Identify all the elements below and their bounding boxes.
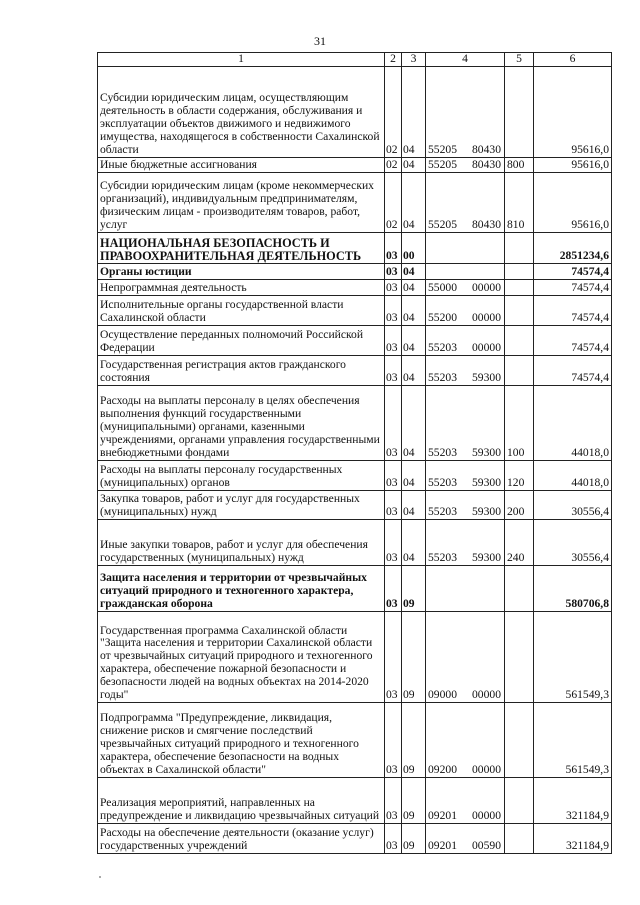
- row-target-article: 09201 00590: [426, 824, 505, 854]
- row-subsection: 04: [402, 280, 426, 296]
- row-name: Государственная регистрация актов гражданского состояния: [98, 356, 385, 386]
- row-subsection: 04: [402, 520, 426, 566]
- row-section: 03: [385, 280, 402, 296]
- row-expense-type: [505, 612, 534, 703]
- row-name: Иные бюджетные ассигнования: [98, 158, 385, 173]
- row-target-article: 55203 59300: [426, 520, 505, 566]
- table-row: [98, 612, 612, 703]
- row-expense-type: [505, 778, 534, 824]
- row-section: 03: [385, 520, 402, 566]
- row-expense-type: 120: [505, 461, 534, 491]
- table-row: [98, 296, 612, 326]
- table-row-section: [98, 233, 612, 264]
- row-name: Субсидии юридическим лицам (кроме некоммерческих организаций), индивидуальным предпринимателям, физическим лицам - производителям товаров, работ, услуг: [98, 173, 385, 233]
- row-section: 03: [385, 491, 402, 520]
- row-subsection: 09: [402, 824, 426, 854]
- row-subsection: 04: [402, 356, 426, 386]
- row-expense-type: [505, 326, 534, 356]
- row-section: 03: [385, 386, 402, 461]
- row-amount: 561549,3: [534, 612, 612, 703]
- row-target-article: 55205 80430: [426, 67, 505, 158]
- table-row: [98, 491, 612, 520]
- row-expense-type: 810: [505, 173, 534, 233]
- row-expense-type: [505, 280, 534, 296]
- row-name: Реализация мероприятий, направленных на предупреждение и ликвидацию чрезвычайных ситуаций: [98, 778, 385, 824]
- row-amount: 321184,9: [534, 778, 612, 824]
- row-amount: 74574,4: [534, 296, 612, 326]
- row-amount: 30556,4: [534, 520, 612, 566]
- row-expense-type: [505, 356, 534, 386]
- row-amount: 95616,0: [534, 173, 612, 233]
- row-section: 03: [385, 824, 402, 854]
- row-name: Расходы на выплаты персоналу в целях обеспечения выполнения функций государственными (муниципальными) органами, казенными учреждениями, органами управления государственными внебюджетными фондами: [98, 386, 385, 461]
- row-name: Подпрограмма "Предупреждение, ликвидация, снижение рисков и смягчение последствий чрезвычайных ситуаций природного и техногенного характера, обеспечение безопасности на водных объектах в Сахалинской области": [98, 703, 385, 778]
- row-subsection: 04: [402, 461, 426, 491]
- row-expense-type: [505, 296, 534, 326]
- table-row: [98, 703, 612, 778]
- row-subsection: 04: [402, 491, 426, 520]
- table-row: [98, 520, 612, 566]
- row-target-article: [426, 566, 505, 612]
- row-name: Субсидии юридическим лицам, осуществляющим деятельность в области содержания, обслуживания и эксплуатации объектов движимого и недвижимого имущества, находящегося в собственности Сахалинской области: [98, 67, 385, 158]
- row-amount: 74574,4: [534, 356, 612, 386]
- row-subsection: 09: [402, 612, 426, 703]
- row-expense-type: 100: [505, 386, 534, 461]
- table-header-row: [98, 53, 612, 67]
- row-name: Непрограммная деятельность: [98, 280, 385, 296]
- table-row: [98, 461, 612, 491]
- scan-speck: [99, 876, 101, 878]
- table-row: [98, 326, 612, 356]
- row-name: Защита населения и территории от чрезвычайных ситуаций природного и техногенного характера, гражданская оборона: [98, 566, 385, 612]
- row-section: 03: [385, 264, 402, 280]
- row-expense-type: [505, 233, 534, 264]
- table-row: [98, 67, 612, 158]
- row-section: 03: [385, 612, 402, 703]
- row-amount: 561549,3: [534, 703, 612, 778]
- row-subsection: 04: [402, 326, 426, 356]
- row-subsection: 00: [402, 233, 426, 264]
- row-name: Государственная программа Сахалинской области "Защита населения и территории Сахалинской области от чрезвычайных ситуаций природного и техногенного характера, обеспечение пожарной безопасности и безопасности людей на водных объектах на 2014-2020 годы": [98, 612, 385, 703]
- row-section: 03: [385, 461, 402, 491]
- table-row: [98, 158, 612, 173]
- row-section: 03: [385, 233, 402, 264]
- table-row: [98, 824, 612, 854]
- row-amount: 74574,4: [534, 326, 612, 356]
- row-subsection: 09: [402, 703, 426, 778]
- row-subsection: 04: [402, 173, 426, 233]
- row-expense-type: [505, 264, 534, 280]
- row-target-article: 55203 59300: [426, 461, 505, 491]
- row-expense-type: [505, 67, 534, 158]
- row-name: Органы юстиции: [98, 264, 385, 280]
- column-header-section: 2: [385, 53, 402, 67]
- row-expense-type: [505, 566, 534, 612]
- column-header-amount: 6: [534, 53, 612, 67]
- row-subsection: 04: [402, 67, 426, 158]
- row-name: Расходы на обеспечение деятельности (оказание услуг) государственных учреждений: [98, 824, 385, 854]
- row-expense-type: 200: [505, 491, 534, 520]
- table-row-section: [98, 264, 612, 280]
- row-target-article: 55203 59300: [426, 491, 505, 520]
- row-section: 03: [385, 296, 402, 326]
- row-target-article: [426, 233, 505, 264]
- row-amount: 2851234,6: [534, 233, 612, 264]
- row-target-article: 55200 00000: [426, 296, 505, 326]
- row-amount: 95616,0: [534, 67, 612, 158]
- row-amount: 44018,0: [534, 461, 612, 491]
- row-target-article: 09201 00000: [426, 778, 505, 824]
- row-name: НАЦИОНАЛЬНАЯ БЕЗОПАСНОСТЬ И ПРАВООХРАНИТЕЛЬНАЯ ДЕЯТЕЛЬНОСТЬ: [98, 233, 385, 264]
- row-target-article: 55000 00000: [426, 280, 505, 296]
- row-amount: 95616,0: [534, 158, 612, 173]
- row-amount: 30556,4: [534, 491, 612, 520]
- row-expense-type: [505, 824, 534, 854]
- row-name: Расходы на выплаты персоналу государственных (муниципальных) органов: [98, 461, 385, 491]
- budget-table: [97, 52, 612, 854]
- column-header-name: 1: [98, 53, 385, 67]
- row-target-article: 55203 59300: [426, 356, 505, 386]
- row-section: 03: [385, 778, 402, 824]
- row-name: Осуществление переданных полномочий Российской Федерации: [98, 326, 385, 356]
- table-row: [98, 778, 612, 824]
- row-amount: 74574,4: [534, 264, 612, 280]
- row-expense-type: 240: [505, 520, 534, 566]
- row-subsection: 09: [402, 566, 426, 612]
- row-target-article: 09000 00000: [426, 612, 505, 703]
- table-row: [98, 386, 612, 461]
- row-amount: 74574,4: [534, 280, 612, 296]
- row-amount: 321184,9: [534, 824, 612, 854]
- row-name: Исполнительные органы государственной власти Сахалинской области: [98, 296, 385, 326]
- row-expense-type: 800: [505, 158, 534, 173]
- row-section: 02: [385, 158, 402, 173]
- row-section: 02: [385, 67, 402, 158]
- row-section: 03: [385, 356, 402, 386]
- page-number: 31: [314, 34, 326, 48]
- column-header-expense-type: 5: [505, 53, 534, 67]
- row-amount: 44018,0: [534, 386, 612, 461]
- row-expense-type: [505, 703, 534, 778]
- row-subsection: 04: [402, 386, 426, 461]
- table-row: [98, 280, 612, 296]
- row-target-article: 55205 80430: [426, 158, 505, 173]
- row-target-article: 55203 00000: [426, 326, 505, 356]
- table-row: [98, 173, 612, 233]
- row-subsection: 04: [402, 158, 426, 173]
- row-amount: 580706,8: [534, 566, 612, 612]
- table-row-section: [98, 566, 612, 612]
- row-subsection: 04: [402, 296, 426, 326]
- row-name: Закупка товаров, работ и услуг для государственных (муниципальных) нужд: [98, 491, 385, 520]
- row-target-article: [426, 264, 505, 280]
- row-section: 03: [385, 566, 402, 612]
- row-target-article: 55203 59300: [426, 386, 505, 461]
- row-target-article: 09200 00000: [426, 703, 505, 778]
- row-name: Иные закупки товаров, работ и услуг для обеспечения государственных (муниципальных) нужд: [98, 520, 385, 566]
- row-target-article: 55205 80430: [426, 173, 505, 233]
- column-header-subsection: 3: [402, 53, 426, 67]
- row-section: 03: [385, 703, 402, 778]
- row-subsection: 04: [402, 264, 426, 280]
- row-section: 02: [385, 173, 402, 233]
- row-section: 03: [385, 326, 402, 356]
- row-subsection: 09: [402, 778, 426, 824]
- column-header-target-article: 4: [426, 53, 505, 67]
- table-row: [98, 356, 612, 386]
